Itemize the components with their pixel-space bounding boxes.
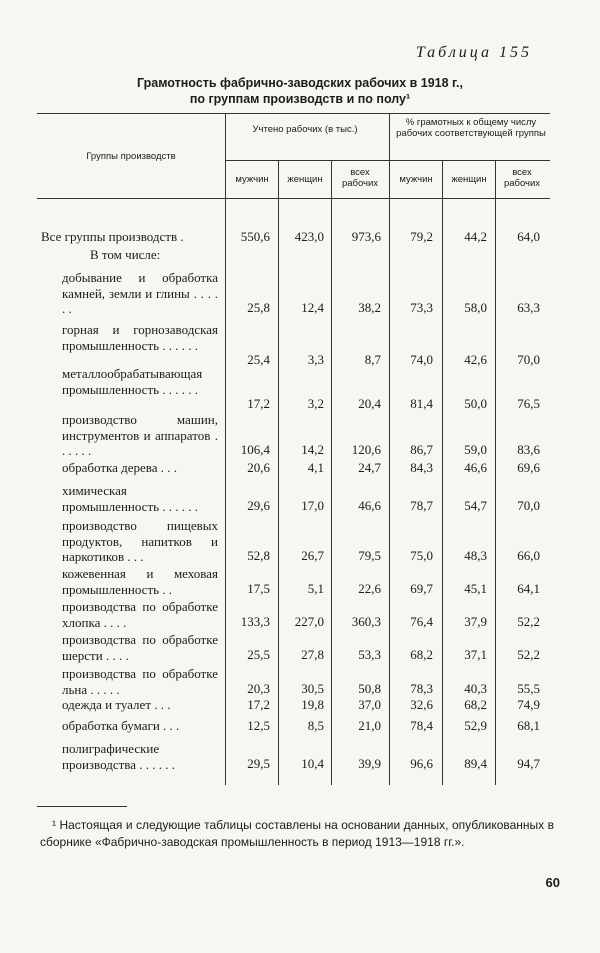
table-cell: 3,2 (307, 396, 324, 411)
table-cell: 40,3 (464, 681, 487, 696)
table-cell: 24,7 (358, 460, 381, 475)
header-women-pct: женщин (451, 174, 487, 185)
table-cell: 46,6 (464, 460, 487, 475)
subheader: В том числе: (90, 247, 161, 262)
table-cell: 68,1 (517, 718, 540, 733)
table-cell: 20,4 (358, 396, 381, 411)
table-cell: 973,6 (351, 229, 381, 244)
table-cell: 20,6 (247, 460, 270, 475)
table-cell: 52,8 (247, 548, 270, 563)
header-men-pct: мужчин (399, 174, 433, 185)
table-cell: 79,2 (410, 229, 433, 244)
table-cell: 63,3 (517, 300, 540, 315)
table-cell: 120,6 (351, 442, 381, 457)
table-cell: 78,7 (410, 498, 433, 513)
table-cell: 68,2 (410, 647, 433, 662)
table-cell: 20,3 (247, 681, 270, 696)
table-cell: 39,9 (358, 756, 381, 771)
table-cell: 89,4 (464, 756, 487, 771)
table-cell: 75,0 (410, 548, 433, 563)
table-cell: 17,2 (247, 396, 270, 411)
row-label: полиграфические производства . . . . . . (62, 741, 176, 772)
row-label: производства по обработке хлопка . . . . (62, 599, 218, 630)
row-label: производства по обработке льна . . . . . (62, 666, 218, 697)
table-cell: 19,8 (301, 697, 324, 712)
table-cell: 48,3 (464, 548, 487, 563)
table-cell: 52,2 (517, 614, 540, 629)
table-cell: 74,9 (517, 697, 540, 712)
footnote-rule (37, 806, 127, 807)
row-label: металлообрабатывающая промышленность . . . . . . (62, 366, 203, 397)
table-cell: 84,3 (410, 460, 433, 475)
row-label: производства по обработке шерсти . . . . (62, 632, 218, 663)
table-cell: 45,1 (464, 581, 487, 596)
table-cell: 32,6 (410, 697, 433, 712)
row-label: производство пищевых продуктов, напитков и наркотиков . . . (62, 518, 218, 564)
table-cell: 69,6 (517, 460, 540, 475)
table-cell: 54,7 (464, 498, 487, 513)
table-cell: 25,4 (247, 352, 270, 367)
table-cell: 27,8 (301, 647, 324, 662)
table-cell: 70,0 (517, 352, 540, 367)
table-cell: 10,4 (301, 756, 324, 771)
table-cell: 70,0 (517, 498, 540, 513)
table-cell: 21,0 (358, 718, 381, 733)
table-cell: 81,4 (410, 396, 433, 411)
table-cell: 73,3 (410, 300, 433, 315)
header-all-pct: всех рабочих (503, 167, 541, 189)
table-cell: 50,8 (358, 681, 381, 696)
table-cell: 25,8 (247, 300, 270, 315)
table-cell: 42,6 (464, 352, 487, 367)
table-title-line-2: по группам производств и по полу¹ (189, 92, 411, 106)
row-label: производство машин, инструментов и аппаратов . . . . . . (62, 412, 218, 458)
header-all: всех рабочих (341, 167, 379, 189)
table-cell: 17,5 (247, 581, 270, 596)
table-cell: 423,0 (294, 229, 324, 244)
table-cell: 12,5 (247, 718, 270, 733)
table-cell: 227,0 (294, 614, 324, 629)
row-label: обработка дерева . . . (62, 460, 178, 475)
row-label: горная и горнозаводская промышленность . . . . . . (62, 322, 218, 353)
footnote: ¹ Настоящая и следующие таблицы составлены на основании данных, опубликованных в сборнике «Фабрично-заводская промышленность в период 1913—1918 гг.». (40, 818, 554, 849)
table-cell: 8,7 (364, 352, 381, 367)
table-cell: 5,1 (307, 581, 324, 596)
table-cell: 64,1 (517, 581, 540, 596)
header-percent: % грамотных к общему числу рабочих соответствующей группы (396, 117, 546, 139)
header-counted: Учтено рабочих (в тыс.) (252, 124, 358, 135)
table-cell: 79,5 (358, 548, 381, 563)
table-cell: 29,5 (247, 756, 270, 771)
table-cell: 44,2 (464, 229, 487, 244)
table-cell: 8,5 (307, 718, 324, 733)
row-label: химическая промышленность . . . . . . (62, 483, 199, 514)
table-cell: 133,3 (240, 614, 270, 629)
table-top-rule (37, 113, 550, 114)
table-cell: 74,0 (410, 352, 433, 367)
table-cell: 550,6 (240, 229, 270, 244)
table-cell: 38,2 (358, 300, 381, 315)
table-cell: 17,0 (301, 498, 324, 513)
header-men: мужчин (235, 174, 269, 185)
table-cell: 106,4 (240, 442, 270, 457)
total-row-label: Все группы производств . (41, 229, 184, 244)
table-cell: 96,6 (410, 756, 433, 771)
table-cell: 78,3 (410, 681, 433, 696)
table-cell: 50,0 (464, 396, 487, 411)
table-cell: 52,9 (464, 718, 487, 733)
table-number: Таблица 155 (415, 44, 532, 61)
table-cell: 55,5 (517, 681, 540, 696)
table-cell: 53,3 (358, 647, 381, 662)
table-cell: 83,6 (517, 442, 540, 457)
header-mid-rule (225, 160, 550, 161)
header-groups: Группы производств (86, 151, 176, 162)
table-cell: 86,7 (410, 442, 433, 457)
table-cell: 37,9 (464, 614, 487, 629)
header-bottom-rule (37, 198, 550, 199)
table-cell: 37,1 (464, 647, 487, 662)
table-cell: 29,6 (247, 498, 270, 513)
table-cell: 66,0 (517, 548, 540, 563)
table-cell: 37,0 (358, 697, 381, 712)
row-label: добывание и обработка камней, земли и глины . . . . . . (62, 270, 218, 316)
table-cell: 78,4 (410, 718, 433, 733)
table-cell: 59,0 (464, 442, 487, 457)
table-cell: 12,4 (301, 300, 324, 315)
table-cell: 52,2 (517, 647, 540, 662)
table-cell: 58,0 (464, 300, 487, 315)
row-label: кожевенная и меховая промышленность . . (62, 566, 218, 597)
table-cell: 25,5 (247, 647, 270, 662)
table-cell: 14,2 (301, 442, 324, 457)
row-label: обработка бумаги . . . (62, 718, 180, 733)
page-number: 60 (545, 875, 560, 890)
table-cell: 22,6 (358, 581, 381, 596)
table-cell: 64,0 (517, 229, 540, 244)
table-cell: 360,3 (351, 614, 381, 629)
table-cell: 68,2 (464, 697, 487, 712)
table-title-line-1: Грамотность фабрично-заводских рабочих в 1918 г., (137, 76, 463, 90)
table-cell: 76,4 (410, 614, 433, 629)
table-cell: 46,6 (358, 498, 381, 513)
table-cell: 94,7 (517, 756, 540, 771)
row-label: одежда и туалет . . . (62, 697, 171, 712)
table-cell: 26,7 (301, 548, 324, 563)
table-cell: 3,3 (307, 352, 324, 367)
header-women: женщин (287, 174, 323, 185)
table-cell: 76,5 (517, 396, 540, 411)
table-cell: 30,5 (301, 681, 324, 696)
table-cell: 17,2 (247, 697, 270, 712)
table-cell: 69,7 (410, 581, 433, 596)
table-cell: 4,1 (307, 460, 324, 475)
